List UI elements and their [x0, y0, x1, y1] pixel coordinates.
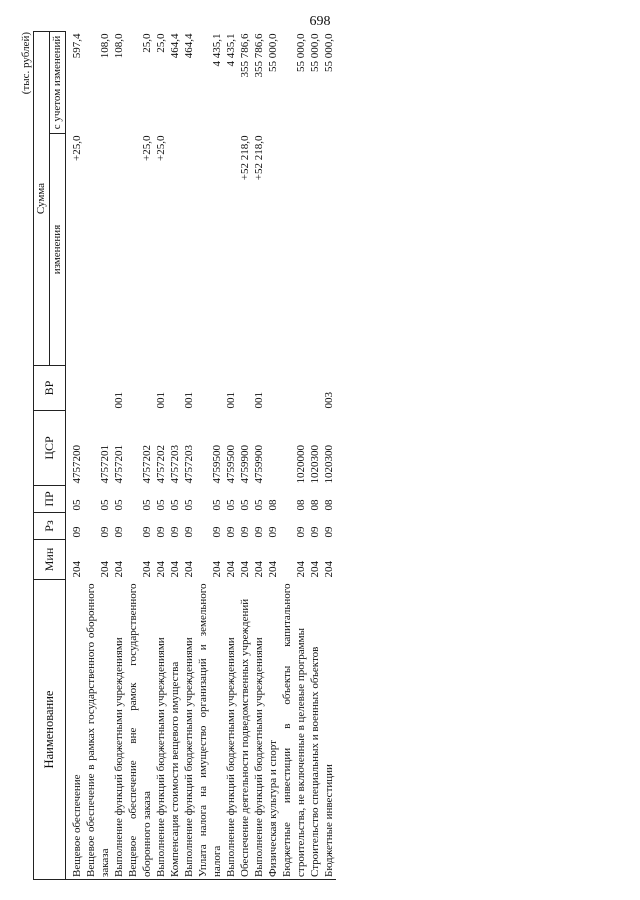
row-change — [168, 134, 182, 366]
header-csr: ЦСР — [34, 411, 66, 486]
row-change — [280, 134, 308, 366]
table-header — [34, 32, 66, 880]
row-change — [196, 134, 224, 366]
row-name: Уплата налога на имущество организаций и земельного налога — [197, 583, 223, 877]
header-min: Мин — [34, 540, 66, 580]
table-row — [126, 32, 154, 880]
row-rz: 09 — [141, 526, 153, 538]
row-pr: 08 — [267, 499, 279, 511]
row-min: 204 — [141, 561, 153, 578]
row-name: Выполнение функций бюджетными учреждениями — [225, 637, 237, 877]
row-pr: 05 — [155, 499, 167, 511]
row-min: 204 — [225, 561, 237, 578]
row-vr: 001 — [253, 392, 265, 409]
table-row — [308, 32, 322, 880]
row-change — [84, 134, 112, 366]
row-min: 204 — [295, 561, 307, 578]
row-csr: 4759500 — [225, 445, 237, 484]
row-csr: 4759900 — [253, 445, 265, 484]
row-rz: 09 — [155, 526, 167, 538]
row-rz: 09 — [225, 526, 237, 538]
row-pr: 05 — [253, 499, 265, 511]
row-rz: 09 — [253, 526, 265, 538]
row-change — [322, 134, 336, 366]
header-sum: Сумма — [34, 32, 50, 366]
row-rz: 09 — [183, 526, 195, 538]
table-row — [224, 32, 238, 880]
row-vr: 001 — [225, 392, 237, 409]
row-change: +52 218,0 — [253, 135, 265, 181]
row-rz: 09 — [309, 526, 321, 538]
row-min: 204 — [253, 561, 265, 578]
row-name: Строительство специальных и военных объектов — [309, 646, 321, 877]
row-rz: 09 — [211, 526, 223, 538]
row-pr: 05 — [211, 499, 223, 511]
row-vr — [70, 366, 84, 411]
row-min: 204 — [169, 561, 181, 578]
table-row — [322, 32, 336, 880]
row-csr: 4757202 — [141, 445, 153, 484]
row-csr: 1020300 — [323, 445, 335, 484]
row-name: Вещевое обеспечение в рамках государственного оборонного заказа — [85, 583, 111, 877]
row-pr: 05 — [239, 499, 251, 511]
table-row — [84, 32, 112, 880]
row-vr — [238, 366, 252, 411]
row-csr: 4757203 — [183, 445, 195, 484]
row-name: Компенсация стоимости вещевого имущества — [169, 661, 181, 877]
row-total: 55 000,0 — [309, 33, 321, 72]
row-min: 204 — [211, 561, 223, 578]
row-pr: 08 — [323, 499, 335, 511]
row-csr — [266, 411, 280, 486]
table-row — [182, 32, 196, 880]
table-row — [154, 32, 168, 880]
row-pr: 05 — [183, 499, 195, 511]
row-total: 597,4 — [71, 33, 83, 59]
row-csr: 4759900 — [239, 445, 251, 484]
row-total: 464,4 — [183, 33, 195, 59]
row-min: 204 — [183, 561, 195, 578]
row-change: +25,0 — [155, 135, 167, 161]
table-row — [112, 32, 126, 880]
row-pr: 05 — [141, 499, 153, 511]
row-change: +25,0 — [141, 135, 153, 161]
table-row — [238, 32, 252, 880]
row-change — [182, 134, 196, 366]
row-name: Бюджетные инвестиции — [323, 764, 335, 877]
header-vr: ВР — [34, 366, 66, 411]
row-rz: 09 — [295, 526, 307, 538]
table-row — [196, 32, 224, 880]
budget-table — [33, 31, 336, 880]
row-rz: 09 — [99, 526, 111, 538]
row-rz: 09 — [71, 526, 83, 538]
row-name: Бюджетные инвестиции в объекты капитального строительства, не включенные в целевые программы — [281, 583, 307, 877]
row-total: 4 435,1 — [211, 33, 223, 67]
row-vr: 001 — [183, 392, 195, 409]
row-change — [224, 134, 238, 366]
header-name: Наименование — [34, 580, 66, 880]
row-vr — [196, 366, 224, 411]
row-change — [266, 134, 280, 366]
row-vr — [308, 366, 322, 411]
row-total: 108,0 — [99, 33, 111, 59]
row-pr: 05 — [225, 499, 237, 511]
row-csr: 4757200 — [71, 445, 83, 484]
row-pr: 05 — [113, 499, 125, 511]
row-total: 25,0 — [141, 33, 153, 53]
row-csr: 4757202 — [155, 445, 167, 484]
row-rz: 09 — [169, 526, 181, 538]
row-name: Выполнение функций бюджетными учреждениями — [155, 637, 167, 877]
row-total: 4 435,1 — [225, 33, 237, 67]
row-total: 55 000,0 — [267, 33, 279, 72]
row-min: 204 — [155, 561, 167, 578]
row-total: 55 000,0 — [323, 33, 335, 72]
row-rz: 09 — [323, 526, 335, 538]
table-row — [266, 32, 280, 880]
row-csr: 4757203 — [169, 445, 181, 484]
row-total: 464,4 — [169, 33, 181, 59]
row-min: 204 — [71, 561, 83, 578]
row-change: +25,0 — [71, 135, 83, 161]
row-name: Вещевое обеспечение вне рамок государственного оборонного заказа — [127, 583, 153, 877]
table-row — [70, 32, 84, 880]
row-vr: 001 — [113, 392, 125, 409]
row-total: 55 000,0 — [295, 33, 307, 72]
row-min: 204 — [239, 561, 251, 578]
row-vr — [280, 366, 308, 411]
row-csr: 4757201 — [99, 445, 111, 484]
row-name: Выполнение функций бюджетными учреждениями — [113, 637, 125, 877]
row-vr — [84, 366, 112, 411]
row-rz: 09 — [267, 526, 279, 538]
row-name: Обеспечение деятельности подведомственных учреждений — [239, 598, 251, 877]
table-body — [66, 32, 337, 880]
header-rz: Рз — [34, 513, 66, 540]
unit-label: (тыс. рублей) — [20, 32, 32, 95]
row-vr: 001 — [155, 392, 167, 409]
row-pr: 05 — [169, 499, 181, 511]
row-change: +52 218,0 — [239, 135, 251, 181]
row-name: Физическая культура и спорт — [267, 740, 279, 877]
row-csr: 1020000 — [295, 445, 307, 484]
header-total: с учетом изменений — [50, 32, 66, 134]
row-rz: 09 — [239, 526, 251, 538]
row-pr: 05 — [71, 499, 83, 511]
row-vr — [126, 366, 154, 411]
row-min: 204 — [267, 561, 279, 578]
header-pr: ПР — [34, 486, 66, 513]
row-change — [112, 134, 126, 366]
row-csr: 4759500 — [211, 445, 223, 484]
row-vr — [266, 366, 280, 411]
row-total: 355 786,6 — [253, 33, 265, 78]
row-min: 204 — [309, 561, 321, 578]
row-pr: 08 — [295, 499, 307, 511]
row-csr: 4757201 — [113, 445, 125, 484]
row-min: 204 — [113, 561, 125, 578]
row-csr: 1020300 — [309, 445, 321, 484]
row-rz: 09 — [113, 526, 125, 538]
row-min: 204 — [99, 561, 111, 578]
table-row — [280, 32, 308, 880]
table-row — [168, 32, 182, 880]
row-total: 25,0 — [155, 33, 167, 53]
row-pr: 05 — [99, 499, 111, 511]
row-name: Выполнение функций бюджетными учреждениями — [253, 637, 265, 877]
header-change: изменения — [50, 134, 66, 366]
row-total: 355 786,6 — [239, 33, 251, 78]
row-name: Выполнение функций бюджетными учреждениями — [183, 637, 195, 877]
row-min: 204 — [323, 561, 335, 578]
row-vr: 003 — [323, 392, 335, 409]
row-vr — [168, 366, 182, 411]
page-number: 698 — [309, 14, 331, 29]
row-name: Вещевое обеспечение — [71, 774, 83, 877]
table-row — [252, 32, 266, 880]
row-change — [308, 134, 322, 366]
row-total: 108,0 — [113, 33, 125, 59]
row-pr: 08 — [309, 499, 321, 511]
rotated-page-content — [20, 20, 620, 880]
